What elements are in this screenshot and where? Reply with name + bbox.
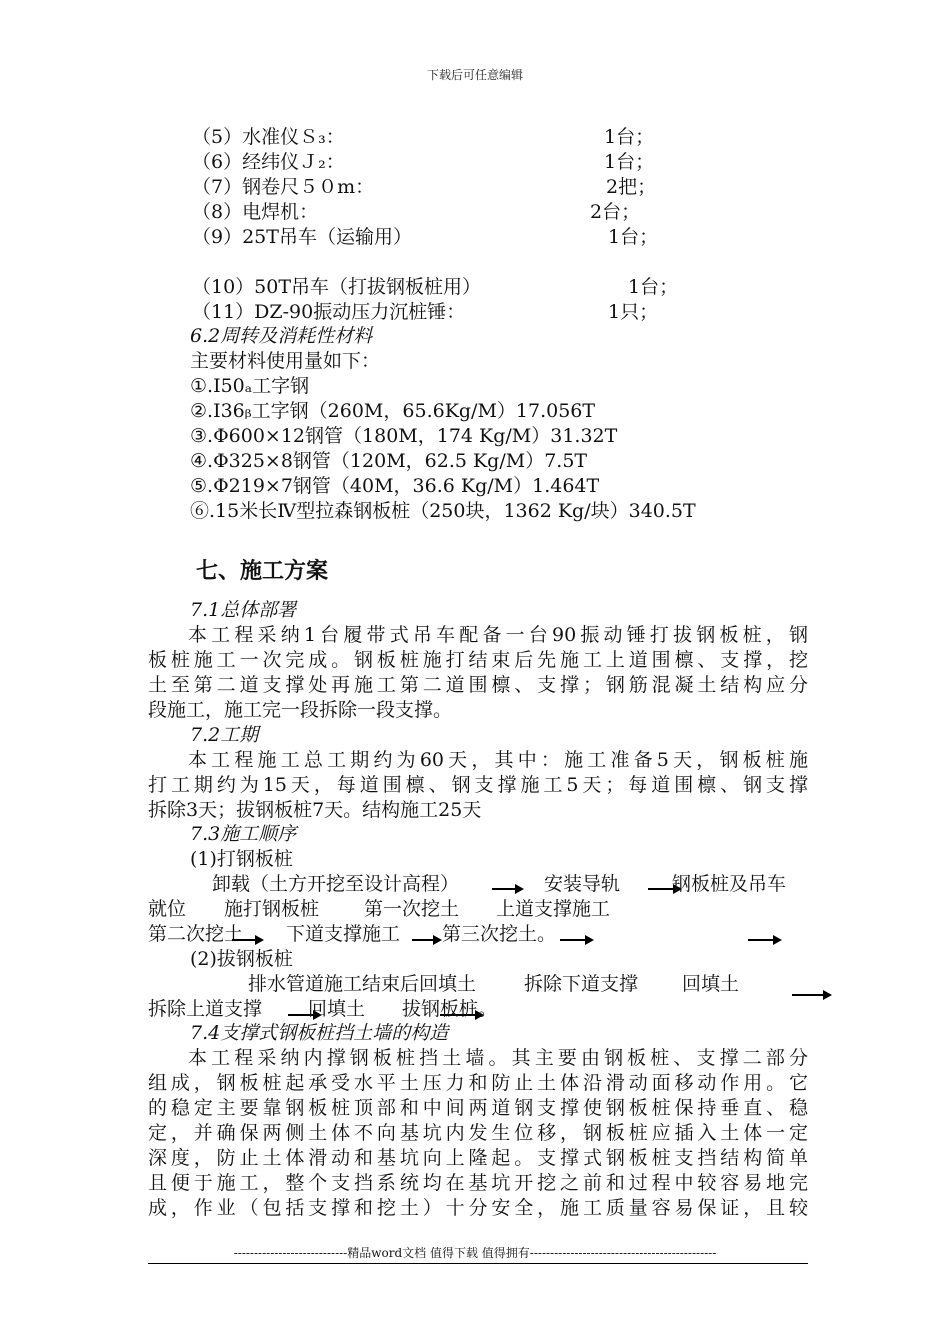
material-item-3: ③.Φ600×12钢管（180M，174 Kg/M）31.32T [190, 425, 618, 447]
sub-extract-piles: (2)拔钢板桩 [190, 948, 293, 970]
equipment-11-name: （11）DZ-90振动压力沉桩锤： [192, 301, 466, 323]
seq1-lower-support: 下道支撑施工 [286, 923, 401, 945]
page-header-note: 下载后可任意编辑 [426, 68, 523, 82]
seq1-upper-support: 上道支撑施工 [496, 898, 611, 920]
seq1-arrow-4 [412, 939, 440, 941]
seq1-in-position: 就位 [148, 898, 187, 920]
section-7-3-heading: 7.3施工顺序 [190, 823, 297, 845]
para-7-1-line-3: 土至第二道支撑处再施工第二道围檩、支撑；钢筋混凝土结构应分 [148, 674, 808, 696]
seq2-remove-lower: 拆除下道支撑 [524, 973, 639, 995]
sub-drive-piles: (1)打钢板桩 [190, 848, 293, 870]
materials-heading: 6.2周转及消耗性材料 [190, 325, 373, 347]
equipment-8-name: （8）电焊机： [192, 201, 319, 223]
para-7-2-line-2: 打工期约为15天，每道围檩、钢支撑施工5天；每道围檩、钢支撑 [148, 774, 808, 796]
seq1-arrow-6 [748, 939, 780, 941]
material-item-1: ①.I50ₐ工字钢 [190, 375, 310, 397]
seq2-backfill-2: 回填土 [308, 998, 366, 1020]
section-7-1-heading: 7.1总体部署 [190, 599, 297, 621]
seq2-backfill-1: 回填土 [682, 973, 740, 995]
equipment-10-name: （10）50T吊车（打拔钢板桩用） [192, 276, 482, 298]
seq1-third-excavation: 第三次挖土。 [442, 923, 557, 945]
equipment-7-qty: 2把； [606, 176, 657, 198]
section-7-2-heading: 7.2工期 [190, 724, 259, 746]
equipment-8-qty: 2台； [590, 201, 641, 223]
equipment-11-qty: 1只； [608, 301, 659, 323]
para-7-2-line-3: 拆除3天；拔钢板桩7天。结构施工25天 [148, 799, 482, 821]
para-7-4-line-1: 本工程采纳内撑钢板桩挡土墙。其主要由钢板桩、支撑二部分 [188, 1047, 808, 1069]
seq1-arrow-1 [492, 888, 522, 890]
equipment-5-name: （5）水准仪Ｓ₃： [192, 126, 345, 148]
para-7-4-line-7: 成，作业（包括支撑和挖土）十分安全，施工质量容易保证，且较 [148, 1197, 808, 1219]
section-7-title: 七、施工方案 [196, 559, 329, 584]
seq1-second-excavation: 第二次挖土 [148, 923, 244, 945]
para-7-1-line-1: 本工程采纳1台履带式吊车配备一台90振动锤打拔钢板桩，钢 [188, 624, 808, 646]
equipment-5-qty: 1台； [604, 126, 655, 148]
seq2-backfill-after-drain: 排水管道施工结束后回填土 [248, 973, 477, 995]
page-footer: ----------------------------精品word文档 值得下载 值得拥有---------------------------------------------- [233, 1246, 717, 1260]
seq1-drive-piles: 施打钢板桩 [224, 898, 320, 920]
equipment-9-qty: 1台； [608, 226, 659, 248]
para-7-4-line-6: 且便于施工，整个支挡系统均在基坑开挖之前和过程中较容易地完 [148, 1172, 808, 1194]
para-7-4-line-5: 深度，防止土体滑动和基坑向上隆起。支撑式钢板桩支挡结构简单 [148, 1147, 808, 1169]
para-7-4-line-4: 定，并确保两侧土体不向基坑内发生位移，钢板桩应插入土体一定 [148, 1122, 808, 1144]
para-7-1-line-4: 段施工，施工完一段拆除一段支撑。 [148, 699, 453, 721]
seq1-install-rail: 安装导轨 [544, 873, 621, 895]
material-item-6: ⑥.15米长Ⅳ型拉森钢板桩（250块，1362 Kg/块）340.5T [190, 500, 696, 522]
equipment-7-name: （7）钢卷尺５０m： [192, 176, 375, 198]
para-7-4-line-3: 的稳定主要靠钢板桩顶部和中间两道钢支撑使钢板桩保持垂直、稳 [148, 1097, 808, 1119]
materials-intro: 主要材料使用量如下： [190, 350, 381, 372]
seq1-pile-crane: 钢板桩及吊车 [672, 873, 787, 895]
seq2-arrow-1 [792, 994, 830, 996]
material-item-5: ⑤.Φ219×7钢管（40M，36.6 Kg/M）1.464T [190, 475, 600, 497]
seq1-first-excavation: 第一次挖土 [364, 898, 460, 920]
section-7-4-heading: 7.4支撑式钢板桩挡土墙的构造 [190, 1022, 449, 1044]
seq1-arrow-5 [560, 939, 592, 941]
equipment-6-name: （6）经纬仪Ｊ₂： [192, 151, 345, 173]
material-item-2: ②.I36ᵦ工字钢（260M，65.6Kg/M）17.056T [190, 400, 596, 422]
para-7-2-line-1: 本工程施工总工期约为60天，其中：施工准备5天，钢板桩施 [188, 749, 808, 771]
seq1-arrow-3 [232, 939, 262, 941]
para-7-1-line-2: 板桩施工一次完成。钢板桩施打结束后先施工上道围檩、支撑，挖 [148, 649, 808, 671]
seq1-unload: 卸载（土方开挖至设计高程） [212, 873, 460, 895]
equipment-9-name: （9）25T吊车（运输用） [192, 226, 412, 248]
para-7-4-line-2: 组成，钢板桩起承受水平土压力和防止土体沿滑动面移动作用。它 [148, 1072, 808, 1094]
seq2-extract-piles: 拔钢板桩。 [402, 998, 498, 1020]
equipment-10-qty: 1台； [628, 276, 679, 298]
material-item-4: ④.Φ325×8钢管（120M，62.5 Kg/M）7.5T [190, 450, 588, 472]
footer-rule [148, 1263, 808, 1264]
equipment-6-qty: 1台； [604, 151, 655, 173]
seq2-remove-upper: 拆除上道支撑 [148, 998, 263, 1020]
